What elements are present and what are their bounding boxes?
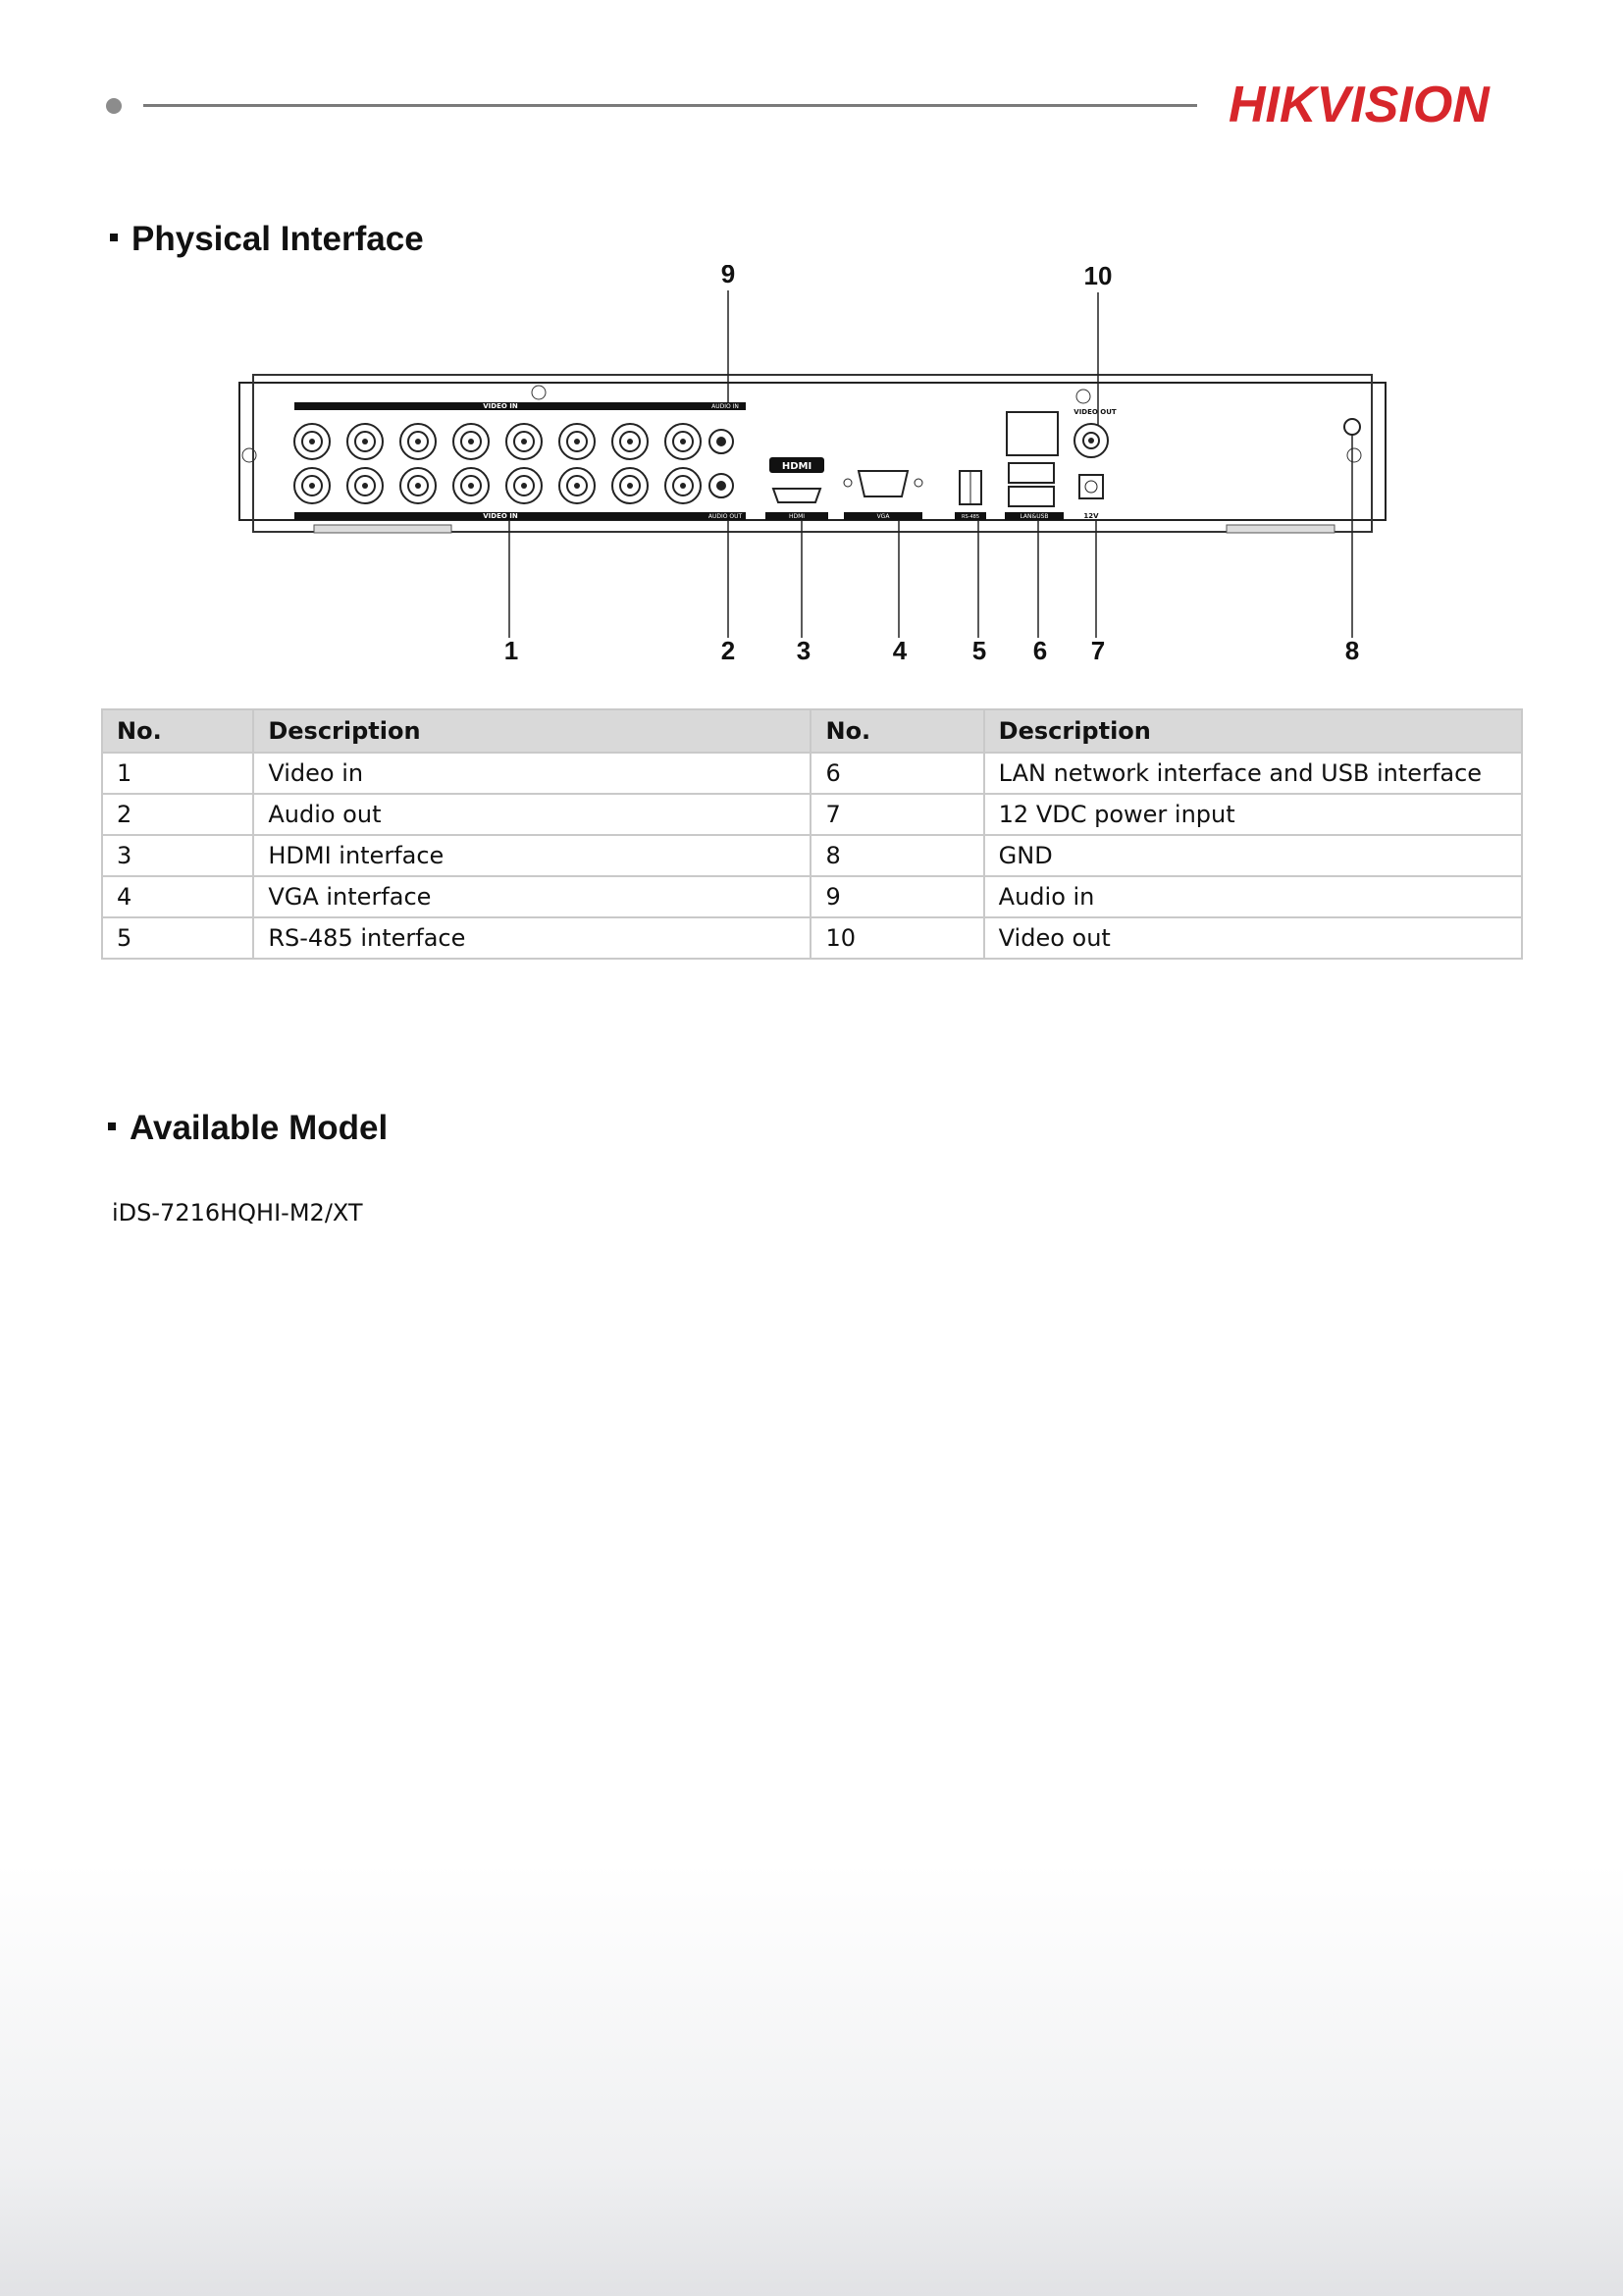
table-cell: 1 <box>102 753 253 794</box>
table-cell: 7 <box>811 794 983 835</box>
table-row <box>102 835 1522 876</box>
power-port <box>1079 475 1103 498</box>
table-cell: 4 <box>102 876 253 917</box>
callout-2: 2 <box>720 636 736 665</box>
logo-text-hik: HIKVISION <box>1229 77 1490 133</box>
hdmi-logo-text: HDMI <box>781 461 812 472</box>
hdmi-port <box>773 489 820 502</box>
bullet-icon <box>110 234 118 241</box>
table-row <box>102 753 1522 794</box>
table-cell: 12 VDC power input <box>984 794 1522 835</box>
usb-port-1 <box>1009 463 1054 483</box>
label-rs485: RS-485 <box>962 514 979 520</box>
table-cell: RS-485 interface <box>253 917 811 959</box>
interface-table <box>101 708 1523 960</box>
lan-port <box>1007 412 1058 455</box>
table-row <box>102 917 1522 959</box>
footer-background <box>0 1864 1623 2296</box>
gnd-terminal <box>1344 419 1360 435</box>
table-header-row <box>102 709 1522 753</box>
label-video-in-top: VIDEO IN <box>483 402 518 410</box>
table-row <box>102 794 1522 835</box>
table-cell: 5 <box>102 917 253 959</box>
rear-panel-diagram <box>236 265 1388 667</box>
label-hdmi: HDMI <box>788 513 806 520</box>
label-audio-in: AUDIO IN <box>711 403 739 410</box>
label-lan-usb: LAN&USB <box>1020 513 1049 520</box>
physical-interface-title-text: Physical Interface <box>131 220 424 258</box>
usb-port-2 <box>1009 487 1054 506</box>
callout-5: 5 <box>971 636 987 665</box>
vga-port <box>859 471 908 496</box>
header-description-right: Description <box>984 709 1522 753</box>
callout-8: 8 <box>1344 636 1360 665</box>
callout-9: 9 <box>720 265 736 288</box>
table-cell: 8 <box>811 835 983 876</box>
table-cell: 6 <box>811 753 983 794</box>
table-cell: VGA interface <box>253 876 811 917</box>
table-cell: Video out <box>984 917 1522 959</box>
callout-3: 3 <box>796 636 812 665</box>
table-cell: Video in <box>253 753 811 794</box>
callout-6: 6 <box>1032 636 1048 665</box>
table-cell: GND <box>984 835 1522 876</box>
label-power: 12V <box>1083 512 1099 520</box>
header-no-left: No. <box>102 709 253 753</box>
label-video-in-bottom: VIDEO IN <box>483 512 518 520</box>
label-audio-out: AUDIO OUT <box>707 513 743 520</box>
table-cell: Audio in <box>984 876 1522 917</box>
header-description-left: Description <box>253 709 811 753</box>
table-cell: Audio out <box>253 794 811 835</box>
hikvision-logo <box>1229 75 1544 133</box>
physical-interface-title <box>110 220 424 259</box>
header-no-right: No. <box>811 709 983 753</box>
available-model-title-text: Available Model <box>130 1109 389 1147</box>
table-cell: HDMI interface <box>253 835 811 876</box>
bnc-connectors <box>294 424 701 503</box>
available-model-title <box>108 1109 388 1148</box>
table-cell: 9 <box>811 876 983 917</box>
header-rule <box>143 104 1197 107</box>
label-vga: VGA <box>876 513 890 520</box>
table-row <box>102 876 1522 917</box>
callout-10: 10 <box>1083 265 1113 290</box>
callout-7: 7 <box>1090 636 1106 665</box>
callout-4: 4 <box>892 636 908 665</box>
model-number: iDS-7216HQHI-M2/XT <box>112 1199 363 1226</box>
callout-1: 1 <box>503 636 519 665</box>
label-video-out: VIDEO OUT <box>1073 408 1117 416</box>
header-dot <box>106 98 122 114</box>
table-cell: 10 <box>811 917 983 959</box>
table-cell: 3 <box>102 835 253 876</box>
table-cell: 2 <box>102 794 253 835</box>
bullet-icon <box>108 1122 116 1130</box>
table-cell: LAN network interface and USB interface <box>984 753 1522 794</box>
